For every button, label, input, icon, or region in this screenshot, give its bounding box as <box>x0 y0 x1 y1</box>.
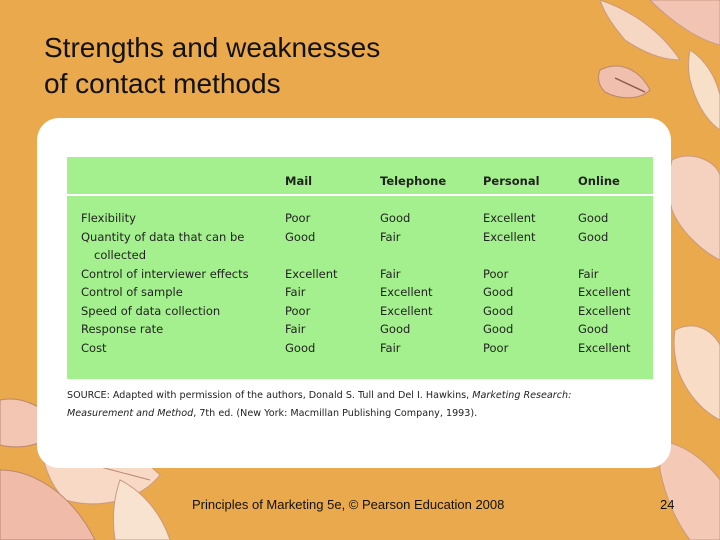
table-cell: Excellent <box>380 285 433 299</box>
table-cell: Poor <box>483 267 509 281</box>
contact-methods-table <box>67 157 653 379</box>
table-cell: Good <box>483 322 514 336</box>
slide-title <box>44 30 584 102</box>
table-cell: Poor <box>285 304 311 318</box>
row-label-response-rate: Response rate <box>81 322 164 336</box>
table-cell: Fair <box>380 267 401 281</box>
column-header-personal: Personal <box>483 174 540 188</box>
table-header <box>67 157 653 196</box>
table-cell: Excellent <box>483 230 536 244</box>
table-cell: Excellent <box>578 341 631 355</box>
leaf-right-lower <box>674 326 720 420</box>
table-cell: Fair <box>380 341 401 355</box>
table-cell: Poor <box>285 211 311 225</box>
column-header-mail: Mail <box>285 174 313 188</box>
table-cell: Excellent <box>380 304 433 318</box>
table-cell: Poor <box>483 341 509 355</box>
table-cell: Good <box>578 322 609 336</box>
leaf-right-middle <box>669 156 720 260</box>
column-header-telephone: Telephone <box>380 174 447 188</box>
leaf-top-right-4 <box>598 66 650 98</box>
slide-title-line-2: of contact methods <box>44 68 281 99</box>
row-label-flexibility: Flexibility <box>81 211 136 225</box>
row-label-control-of-sample: Control of sample <box>81 285 183 299</box>
row-label-quantity-of-data: Quantity of data that can be <box>81 230 245 244</box>
row-label-cost: Cost <box>81 341 107 355</box>
table-cell: Fair <box>380 230 401 244</box>
source-prefix: SOURCE: Adapted with permission of the authors, Donald S. Tull and Del I. Hawkins, <box>67 390 473 401</box>
row-label-quantity-of-data-cont: collected <box>94 248 147 262</box>
table-cell: Good <box>483 285 514 299</box>
row-label-speed: Speed of data collection <box>81 304 221 318</box>
column-header-online: Online <box>578 174 620 188</box>
slide-footer: Principles of Marketing 5e, © Pearson Education 2008 <box>192 497 505 512</box>
table-cell: Good <box>285 341 316 355</box>
table-cell: Good <box>578 211 609 225</box>
table-cell: Fair <box>285 285 306 299</box>
table-cell: Good <box>285 230 316 244</box>
source-suffix: , 7th ed. (New York: Macmillan Publishing Company, 1993). <box>193 408 478 419</box>
page-number: 24 <box>660 497 675 512</box>
table-cell: Excellent <box>285 267 338 281</box>
table-cell: Good <box>578 230 609 244</box>
table-cell: Fair <box>285 322 306 336</box>
table-cell: Good <box>380 211 411 225</box>
table-cell: Good <box>483 304 514 318</box>
table-cell: Excellent <box>578 285 631 299</box>
table-cell: Excellent <box>483 211 536 225</box>
slide-title-line-1: Strengths and weaknesses <box>44 32 381 63</box>
table-cell: Good <box>380 322 411 336</box>
table-cell: Fair <box>578 267 599 281</box>
source-book-title-1: Marketing Research: <box>472 390 572 401</box>
leaf-top-right-3 <box>689 50 720 130</box>
source-book-title-2: Measurement and Method <box>67 408 194 419</box>
table-cell: Excellent <box>578 304 631 318</box>
source-citation <box>67 387 607 423</box>
row-label-interviewer-effects: Control of interviewer effects <box>81 267 249 281</box>
